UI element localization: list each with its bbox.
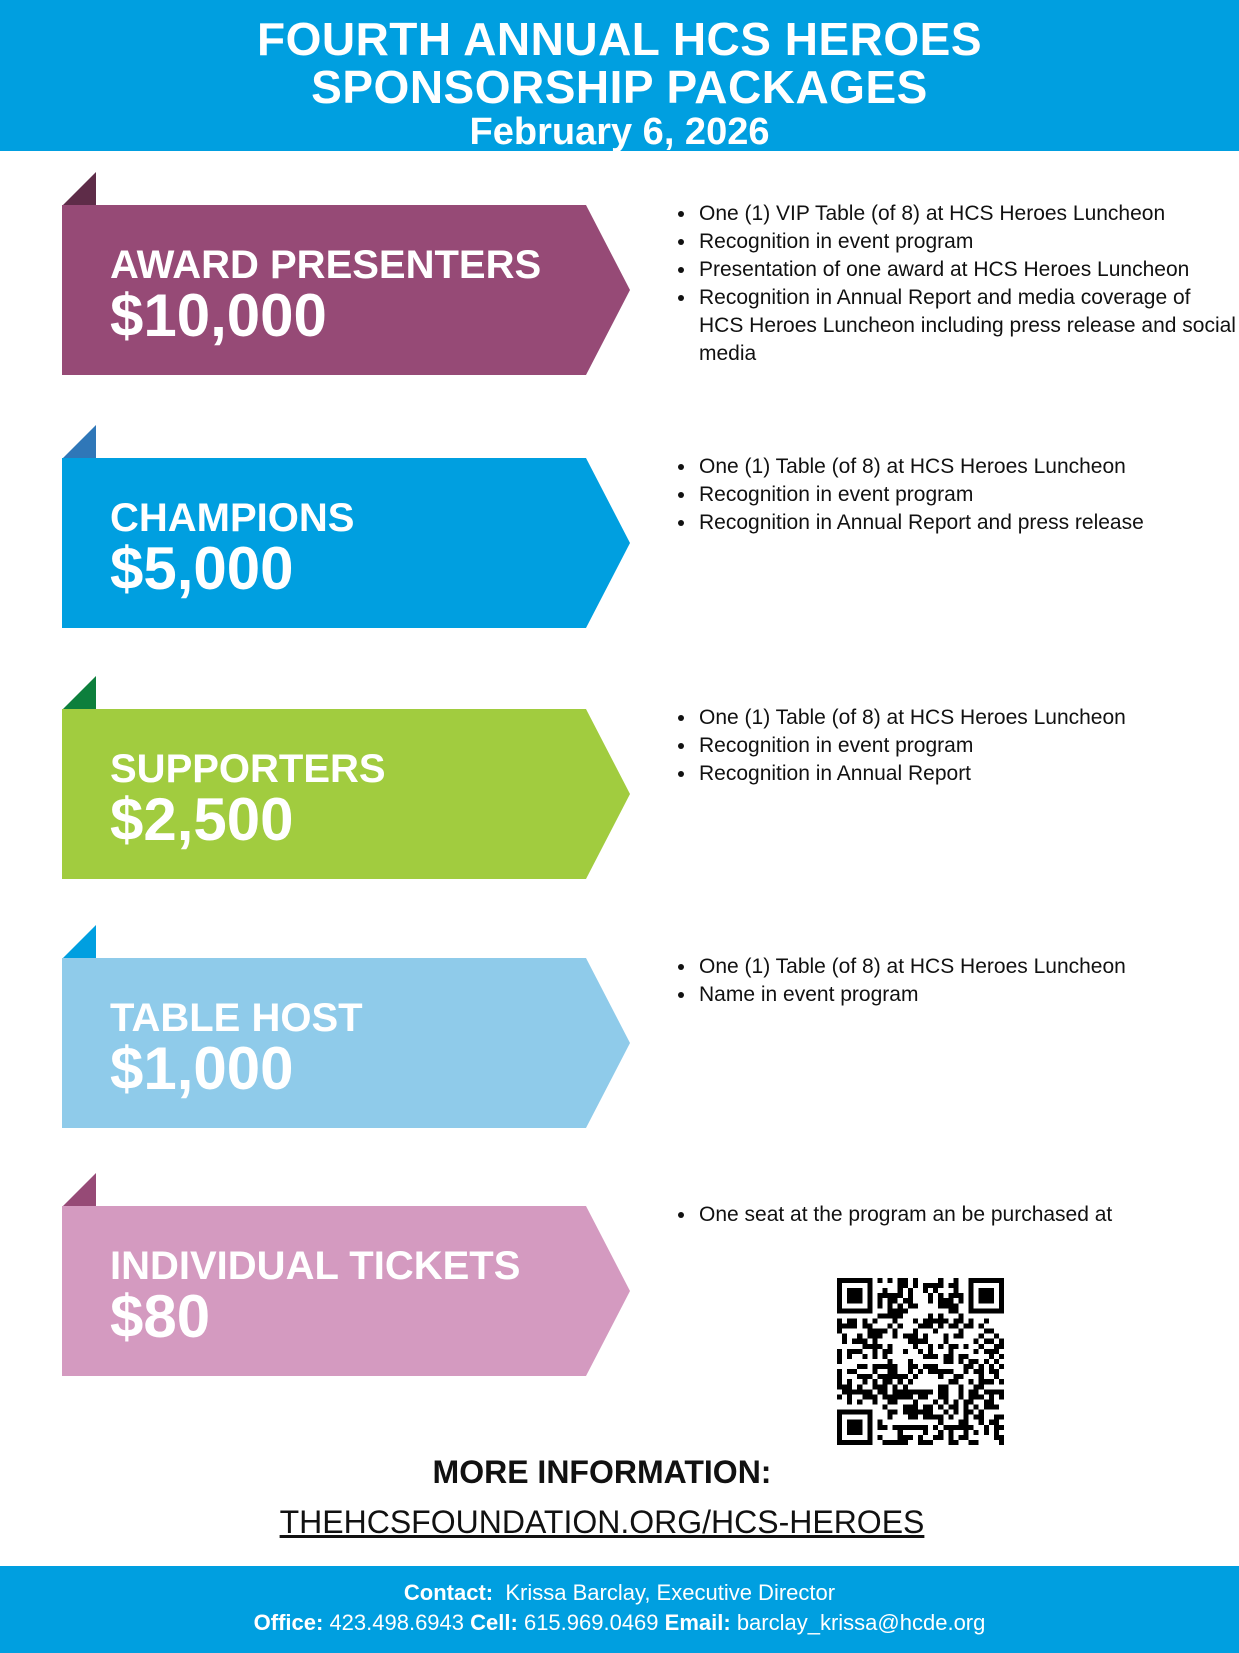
title-line-2: SPONSORSHIP PACKAGES [311,61,928,113]
tier-name: SUPPORTERS [110,747,386,791]
benefit-item: • Recognition in Annual Report [697,760,1237,788]
benefits-list [671,953,1237,1009]
qr-code-icon[interactable] [837,1278,1004,1445]
benefit-item: • Name in event program [697,981,1237,1009]
tier-price: $80 [110,1283,211,1350]
benefits-list [671,704,1237,788]
contact-row [0,1566,1239,1608]
cell-label: Cell: [470,1610,518,1635]
event-date: February 6, 2026 [469,111,770,153]
tier-price: $5,000 [110,535,294,602]
more-info-heading: MORE INFORMATION: [432,1454,772,1490]
fold-corner-icon [62,925,96,959]
page-footer [0,1566,1239,1653]
page-header [0,0,1239,151]
email-value[interactable]: barclay_krissa@hcde.org [736,1610,986,1635]
tier-price: $2,500 [110,786,294,853]
benefit-item: • One (1) Table (of 8) at HCS Heroes Luncheon [697,953,1237,981]
benefit-item: • Recognition in Annual Report and press release [697,509,1237,537]
tier-name: AWARD PRESENTERS [110,243,542,287]
title-line-1: FOURTH ANNUAL HCS HEROES [256,13,983,65]
benefit-item: • Presentation of one award at HCS Heroes Luncheon [697,256,1237,284]
benefit-item: • Recognition in event program [697,228,1237,256]
benefit-item: • One (1) Table (of 8) at HCS Heroes Luncheon [697,704,1237,732]
fold-corner-icon [62,676,96,710]
email-label: Email: [664,1610,731,1635]
fold-corner-icon [62,172,96,206]
tier-table-host [0,925,1239,1130]
fold-corner-icon [62,425,96,459]
tier-price: $10,000 [110,282,327,349]
benefit-item: • Recognition in event program [697,481,1237,509]
office-label: Office: [253,1610,324,1635]
benefits-list [671,1201,1237,1229]
benefits-list [671,453,1237,537]
benefits-list [671,200,1237,368]
benefit-item: • One (1) Table (of 8) at HCS Heroes Luncheon [697,453,1237,481]
fold-corner-icon [62,1173,96,1207]
benefit-item: • Recognition in Annual Report and media coverage of HCS Heroes Luncheon including press release and social media [697,284,1237,368]
phone-email-row [0,1608,1239,1638]
tier-supporters [0,676,1239,881]
benefit-item: • Recognition in event program [697,732,1237,760]
office-value: 423.498.6943 [329,1610,465,1635]
more-info-link[interactable]: THEHCSFOUNDATION.ORG/HCS-HEROES [279,1504,925,1540]
tier-name: INDIVIDUAL TICKETS [110,1244,521,1288]
benefit-item: • One (1) VIP Table (of 8) at HCS Heroes Luncheon [697,200,1237,228]
tier-name: CHAMPIONS [110,496,355,540]
tier-champions [0,425,1239,630]
tier-price: $1,000 [110,1035,294,1102]
cell-value: 615.969.0469 [523,1610,659,1635]
contact-value: Krissa Barclay, Executive Director [505,1580,836,1605]
tier-name: TABLE HOST [110,996,363,1040]
tier-individual-tickets [0,1173,1239,1378]
benefit-item: • One seat at the program an be purchased at [697,1201,1237,1229]
contact-label: Contact: [403,1580,494,1605]
tier-award-presenters [0,172,1239,377]
